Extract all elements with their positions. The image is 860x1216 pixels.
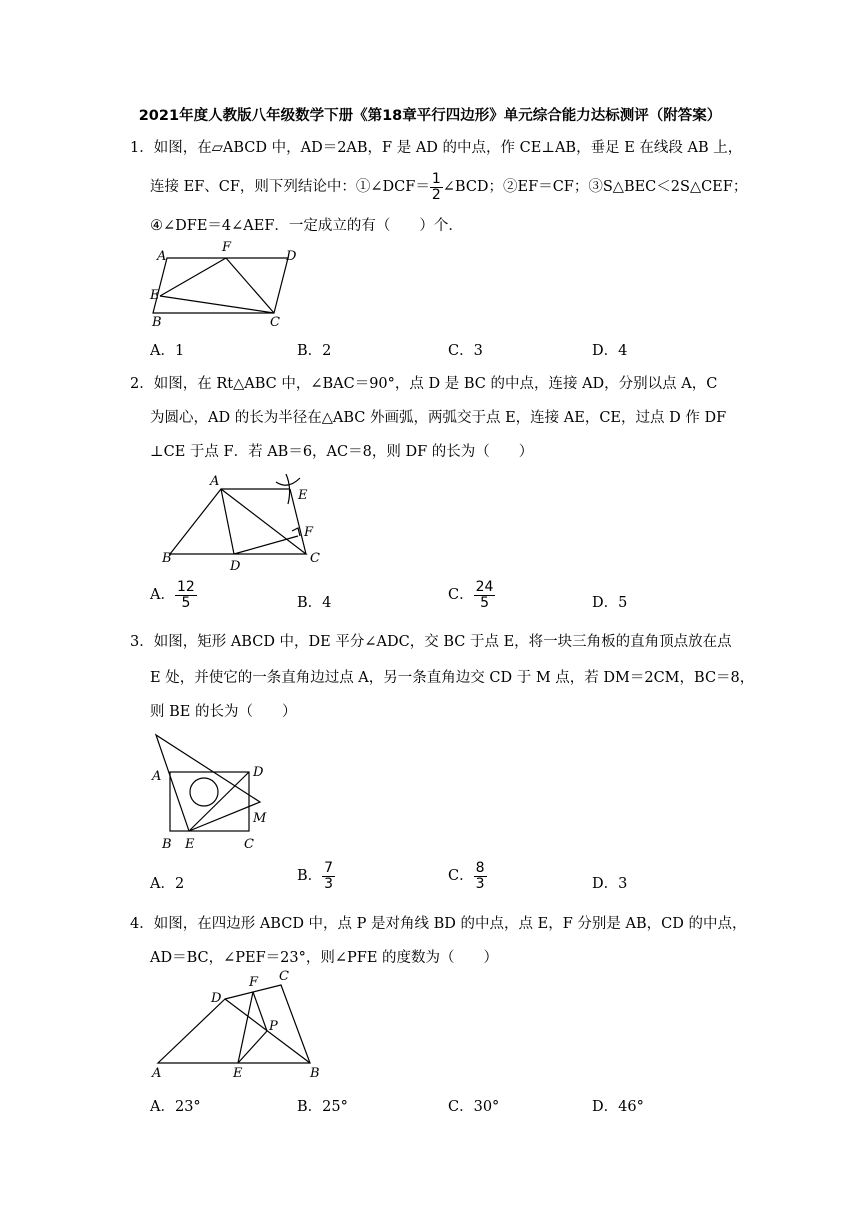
q1-option-a[interactable]: A．1: [150, 343, 185, 359]
q4-option-a[interactable]: A．23°: [150, 1099, 201, 1115]
q1-line3: ④∠DFE＝4∠AEF．一定成立的有（ ）个．: [150, 218, 463, 234]
q4-label-f: F: [249, 975, 259, 990]
q2-line3: ⊥CE 于点 F．若 AB＝6，AC＝8，则 DF 的长为（ ）: [150, 444, 534, 460]
q2-option-d[interactable]: D．5: [592, 595, 628, 611]
q2-option-c-prefix: C．: [448, 587, 474, 604]
q4-label-b: B: [310, 1066, 320, 1081]
q2-label-b: B: [162, 551, 172, 566]
q3-label-d: D: [253, 765, 264, 780]
q2-option-a[interactable]: [150, 580, 197, 610]
q3-option-b-numerator: 7: [324, 860, 334, 876]
q3-label-b: B: [162, 837, 172, 852]
q2-option-c[interactable]: [448, 580, 495, 610]
q2-label-d: D: [230, 559, 241, 574]
q3-option-c-denominator: 3: [475, 875, 485, 892]
q1-label-d: D: [286, 249, 297, 264]
q4-label-p: P: [269, 1019, 278, 1034]
q2-option-a-denominator: 5: [181, 594, 191, 611]
q2-segment-ad: [221, 489, 234, 554]
q1-line2: [150, 172, 747, 202]
q1-option-b[interactable]: B．2: [297, 343, 332, 359]
q3-line2: E 处，并使它的一条直角边过点 A，另一条直角边交 CD 于 M 点，若 DM＝2CM，BC＝8，: [150, 670, 755, 686]
q4-line2: AD＝BC，∠PEF＝23°，则∠PFE 的度数为（ ）: [150, 950, 499, 966]
q3-set-square: [156, 735, 260, 831]
q3-option-c-fraction: [474, 861, 487, 891]
q1-segment-ce: [160, 296, 274, 313]
q2-line1: 2．如图，在 Rt△ABC 中，∠BAC＝90°，点 D 是 BC 的中点，连接 AD，分别以点 A，C: [130, 376, 718, 392]
q4-line1: 4．如图，在四边形 ABCD 中，点 P 是对角线 BD 的中点，点 E，F 分别是 AB，CD 的中点，: [130, 916, 747, 932]
q3-label-c: C: [244, 837, 254, 852]
q4-quadrilateral-abcd: [158, 985, 310, 1063]
q4-segment-pe: [238, 1031, 267, 1063]
q4-option-c[interactable]: C．30°: [448, 1099, 500, 1115]
q3-option-b-fraction: [322, 861, 335, 891]
q2-option-b[interactable]: B．4: [297, 595, 332, 611]
q2-option-c-fraction: [474, 580, 496, 610]
q2-option-c-numerator: 24: [475, 579, 494, 595]
q3-label-m: M: [253, 811, 267, 826]
q3-option-c-prefix: C．: [448, 868, 474, 885]
q2-option-a-numerator: 12: [176, 579, 195, 595]
q1-label-c: C: [270, 315, 280, 330]
page-title: 2021年度人教版八年级数学下册《第18章平行四边形》单元综合能力达标测评（附答案）: [138, 108, 722, 124]
q1-option-d[interactable]: D．4: [592, 343, 628, 359]
q1-label-f: F: [222, 240, 232, 255]
q2-label-e: E: [298, 488, 308, 503]
q4-label-c: C: [279, 969, 289, 984]
q2-segment-df: [234, 536, 298, 554]
q1-line2-post: ∠BCD；②EF＝CF；③S△BEC＜2S△CEF；: [442, 179, 748, 196]
q2-option-a-prefix: A．: [150, 587, 175, 604]
q4-label-d: D: [211, 991, 222, 1006]
q1-label-b: B: [152, 315, 162, 330]
q4-label-e: E: [233, 1066, 243, 1081]
q3-option-d[interactable]: D．3: [592, 876, 628, 892]
q4-option-d[interactable]: D．46°: [592, 1099, 644, 1115]
q4-option-b[interactable]: B．25°: [297, 1099, 348, 1115]
q3-option-b-prefix: B．: [297, 868, 323, 885]
q2-option-c-denominator: 5: [480, 594, 489, 611]
q2-figure: [160, 470, 350, 580]
q3-option-c[interactable]: [448, 861, 487, 891]
q2-label-f: F: [304, 525, 314, 540]
q2-right-angle-mark: [292, 528, 300, 536]
q1-fraction-denominator: 2: [431, 186, 441, 203]
q3-option-b[interactable]: [297, 861, 335, 891]
q1-line2-pre: 连接 EF、CF，则下列结论中：①∠DCF＝: [150, 179, 430, 196]
q3-option-c-numerator: 8: [475, 860, 485, 876]
q2-label-a: A: [210, 474, 220, 489]
q3-option-b-denominator: 3: [324, 875, 334, 892]
q3-figure: [148, 730, 278, 855]
q1-option-c[interactable]: C．3: [448, 343, 483, 359]
q3-option-a[interactable]: A．2: [150, 876, 185, 892]
q2-option-a-fraction: [175, 580, 197, 610]
q3-line3: 则 BE 的长为（ ）: [150, 704, 297, 720]
q2-line2: 为圆心，AD 的长为半径在△ABC 外画弧，两弧交于点 E，连接 AE，CE，过点 D 作 DF: [150, 410, 727, 426]
q3-label-a: A: [152, 769, 162, 784]
q4-segment-ef: [238, 992, 253, 1063]
q1-label-e: E: [150, 288, 160, 303]
q1-label-a: A: [157, 249, 167, 264]
q3-line1: 3．如图，矩形 ABCD 中，DE 平分∠ADC，交 BC 于点 E，将一块三角板的直角顶点放在点: [130, 634, 732, 650]
q1-fraction: [430, 172, 443, 202]
q3-label-e: E: [185, 837, 195, 852]
q4-figure: [150, 970, 330, 1085]
q1-segment-fc: [226, 258, 274, 313]
q2-triangle-abc: [170, 489, 306, 554]
q3-segment-de: [189, 772, 249, 831]
q1-line1: 1．如图，在▱ABCD 中，AD＝2AB，F 是 AD 的中点，作 CE⊥AB，垂足 E 在线段 AB 上，: [130, 140, 743, 156]
q3-circle-hole: [190, 778, 218, 806]
q2-label-c: C: [310, 551, 320, 566]
q1-segment-ef: [160, 258, 226, 296]
q1-fraction-numerator: 1: [431, 171, 441, 187]
q4-label-a: A: [152, 1066, 162, 1081]
q1-figure: [140, 240, 310, 335]
q4-segment-bd: [225, 999, 310, 1063]
